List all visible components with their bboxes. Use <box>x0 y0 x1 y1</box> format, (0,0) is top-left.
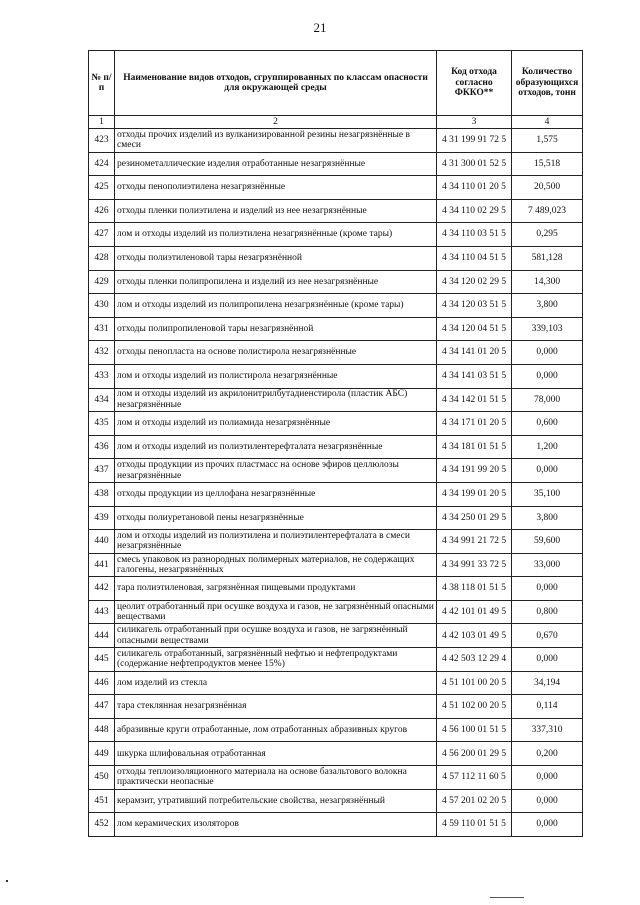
quantity: 0,600 <box>512 412 583 436</box>
row-number: 429 <box>89 270 115 294</box>
table-row <box>89 270 583 294</box>
quantity: 7 489,023 <box>512 199 583 223</box>
row-number: 437 <box>89 459 115 483</box>
fkko-code: 4 34 110 02 29 5 <box>437 199 512 223</box>
quantity: 35,100 <box>512 482 583 506</box>
waste-name: лом изделий из стекла <box>115 671 437 695</box>
fkko-code: 4 57 201 02 20 5 <box>437 789 512 813</box>
row-number: 451 <box>89 789 115 813</box>
row-number: 431 <box>89 317 115 341</box>
fkko-code: 4 51 102 00 20 5 <box>437 695 512 719</box>
table-row <box>89 600 583 624</box>
table-row <box>89 388 583 412</box>
row-number: 443 <box>89 600 115 624</box>
row-number: 424 <box>89 152 115 176</box>
quantity: 0,000 <box>512 789 583 813</box>
table-row <box>89 718 583 742</box>
table-row <box>89 176 583 200</box>
waste-name: силикагель отработанный, загрязнённый нефтью и нефтепродуктами (содержание нефтепродуктов менее 15%) <box>115 648 437 672</box>
row-number: 433 <box>89 364 115 388</box>
table-row <box>89 506 583 530</box>
table-row <box>89 695 583 719</box>
waste-name: шкурка шлифовальная отработанная <box>115 742 437 766</box>
quantity: 3,800 <box>512 294 583 318</box>
waste-name: лом и отходы изделий из полиэтилена и полиэтилентерефталата в смеси незагрязнённые <box>115 530 437 554</box>
quantity: 0,000 <box>512 648 583 672</box>
page-number: 21 <box>313 20 327 35</box>
waste-name: силикагель отработанный при осушке воздуха и газов, не загрязнённый опасными веществами <box>115 624 437 648</box>
table-row <box>89 435 583 459</box>
waste-name: отходы пленки полиэтилена и изделий из нее незагрязнённые <box>115 199 437 223</box>
footer-line <box>490 897 524 898</box>
fkko-code: 4 34 120 02 29 5 <box>437 270 512 294</box>
quantity: 20,500 <box>512 176 583 200</box>
fkko-code: 4 57 112 11 60 5 <box>437 766 512 790</box>
waste-name: отходы пенопласта на основе полистирола незагрязнённые <box>115 341 437 365</box>
fkko-code: 4 34 181 01 51 5 <box>437 435 512 459</box>
row-number: 438 <box>89 482 115 506</box>
table-row <box>89 341 583 365</box>
table-row <box>89 294 583 318</box>
fkko-code: 4 56 200 01 29 5 <box>437 742 512 766</box>
row-number: 434 <box>89 388 115 412</box>
quantity: 0,000 <box>512 813 583 837</box>
table-row <box>89 223 583 247</box>
quantity: 1,200 <box>512 435 583 459</box>
fkko-code: 4 56 100 01 51 5 <box>437 718 512 742</box>
quantity: 337,310 <box>512 718 583 742</box>
waste-name: лом и отходы изделий из полиэтилентерефталата незагрязнённые <box>115 435 437 459</box>
fkko-code: 4 51 101 00 20 5 <box>437 671 512 695</box>
table-row <box>89 813 583 837</box>
waste-name: лом и отходы изделий из полиэтилена незагрязнённые (кроме тары) <box>115 223 437 247</box>
quantity: 339,103 <box>512 317 583 341</box>
table-row <box>89 577 583 601</box>
table-header-row <box>89 51 583 116</box>
fkko-code: 4 34 991 33 72 5 <box>437 553 512 577</box>
row-number: 444 <box>89 624 115 648</box>
table-row <box>89 412 583 436</box>
column-number: 3 <box>437 116 512 129</box>
waste-name: лом керамических изоляторов <box>115 813 437 837</box>
waste-name: отходы полиуретановой пены незагрязнённые <box>115 506 437 530</box>
fkko-code: 4 42 503 12 29 4 <box>437 648 512 672</box>
row-number: 428 <box>89 246 115 270</box>
quantity: 0,200 <box>512 742 583 766</box>
waste-name: отходы полиэтиленовой тары незагрязнённой <box>115 246 437 270</box>
column-number: 1 <box>89 116 115 129</box>
table-row <box>89 671 583 695</box>
quantity: 34,194 <box>512 671 583 695</box>
header-number: № п/п <box>89 51 115 116</box>
waste-name: абразивные круги отработанные, лом отработанных абразивных кругов <box>115 718 437 742</box>
table-row <box>89 624 583 648</box>
row-number: 426 <box>89 199 115 223</box>
quantity: 3,800 <box>512 506 583 530</box>
row-number: 449 <box>89 742 115 766</box>
fkko-code: 4 34 110 01 20 5 <box>437 176 512 200</box>
quantity: 0,000 <box>512 341 583 365</box>
column-number-row <box>89 116 583 129</box>
table-row <box>89 199 583 223</box>
fkko-code: 4 34 141 03 51 5 <box>437 364 512 388</box>
waste-name: отходы продукции из прочих пластмасс на основе эфиров целлюлозы незагрязнённые <box>115 459 437 483</box>
table-row <box>89 766 583 790</box>
fkko-code: 4 34 120 03 51 5 <box>437 294 512 318</box>
quantity: 78,000 <box>512 388 583 412</box>
header-quantity: Количество образующихся отходов, тонн <box>512 51 583 116</box>
table-row <box>89 482 583 506</box>
row-number: 423 <box>89 129 115 153</box>
waste-name: резинометаллические изделия отработанные незагрязнённые <box>115 152 437 176</box>
quantity: 1,575 <box>512 129 583 153</box>
fkko-code: 4 34 120 04 51 5 <box>437 317 512 341</box>
quantity: 0,000 <box>512 766 583 790</box>
row-number: 430 <box>89 294 115 318</box>
waste-name: отходы полипропиленовой тары незагрязнённой <box>115 317 437 341</box>
row-number: 452 <box>89 813 115 837</box>
waste-name: лом и отходы изделий из акрилонитрилбутадиенстирола (пластик АБС) незагрязнённые <box>115 388 437 412</box>
waste-name: смесь упаковок из разнородных полимерных материалов, не содержащих галогены, незагрязнённых <box>115 553 437 577</box>
waste-name: лом и отходы изделий из полистирола незагрязнённые <box>115 364 437 388</box>
fkko-code: 4 31 199 91 72 5 <box>437 129 512 153</box>
row-number: 441 <box>89 553 115 577</box>
scan-mark <box>6 880 8 882</box>
waste-table <box>88 50 583 837</box>
quantity: 0,000 <box>512 577 583 601</box>
row-number: 448 <box>89 718 115 742</box>
fkko-code: 4 34 191 99 20 5 <box>437 459 512 483</box>
quantity: 0,114 <box>512 695 583 719</box>
waste-name: отходы продукции из целлофана незагрязнённые <box>115 482 437 506</box>
fkko-code: 4 34 110 03 51 5 <box>437 223 512 247</box>
column-number: 4 <box>512 116 583 129</box>
table-row <box>89 152 583 176</box>
table-row <box>89 648 583 672</box>
row-number: 442 <box>89 577 115 601</box>
fkko-code: 4 34 250 01 29 5 <box>437 506 512 530</box>
quantity: 0,000 <box>512 459 583 483</box>
waste-name: керамзит, утративший потребительские свойства, незагрязнённый <box>115 789 437 813</box>
waste-name: тара стеклянная незагрязнённая <box>115 695 437 719</box>
quantity: 59,600 <box>512 530 583 554</box>
fkko-code: 4 31 300 01 52 5 <box>437 152 512 176</box>
waste-name: лом и отходы изделий из полипропилена незагрязнённые (кроме тары) <box>115 294 437 318</box>
fkko-code: 4 34 110 04 51 5 <box>437 246 512 270</box>
fkko-code: 4 34 991 21 72 5 <box>437 530 512 554</box>
waste-name: лом и отходы изделий из полиамида незагрязнённые <box>115 412 437 436</box>
waste-name: отходы пленки полипропилена и изделий из нее незагрязнённые <box>115 270 437 294</box>
table-row <box>89 246 583 270</box>
table-row <box>89 459 583 483</box>
fkko-code: 4 34 142 01 51 5 <box>437 388 512 412</box>
table-row <box>89 742 583 766</box>
fkko-code: 4 42 101 01 49 5 <box>437 600 512 624</box>
quantity: 0,800 <box>512 600 583 624</box>
fkko-code: 4 34 171 01 20 5 <box>437 412 512 436</box>
waste-name: цеолит отработанный при осушке воздуха и газов, не загрязнённый опасными веществами <box>115 600 437 624</box>
row-number: 427 <box>89 223 115 247</box>
column-number: 2 <box>115 116 437 129</box>
row-number: 445 <box>89 648 115 672</box>
fkko-code: 4 38 118 01 51 5 <box>437 577 512 601</box>
fkko-code: 4 34 141 01 20 5 <box>437 341 512 365</box>
fkko-code: 4 42 103 01 49 5 <box>437 624 512 648</box>
fkko-code: 4 59 110 01 51 5 <box>437 813 512 837</box>
row-number: 436 <box>89 435 115 459</box>
row-number: 435 <box>89 412 115 436</box>
quantity: 33,000 <box>512 553 583 577</box>
table-row <box>89 129 583 153</box>
table-body <box>89 129 583 837</box>
quantity: 0,670 <box>512 624 583 648</box>
waste-name: тара полиэтиленовая, загрязнённая пищевыми продуктами <box>115 577 437 601</box>
row-number: 425 <box>89 176 115 200</box>
fkko-code: 4 34 199 01 20 5 <box>437 482 512 506</box>
table-row <box>89 553 583 577</box>
quantity: 0,295 <box>512 223 583 247</box>
row-number: 446 <box>89 671 115 695</box>
waste-name: отходы прочих изделий из вулканизированной резины незагрязнённые в смеси <box>115 129 437 153</box>
table-row <box>89 789 583 813</box>
quantity: 14,300 <box>512 270 583 294</box>
quantity: 581,128 <box>512 246 583 270</box>
table-row <box>89 317 583 341</box>
table-row <box>89 530 583 554</box>
row-number: 450 <box>89 766 115 790</box>
row-number: 440 <box>89 530 115 554</box>
row-number: 432 <box>89 341 115 365</box>
row-number: 439 <box>89 506 115 530</box>
waste-name: отходы теплоизоляционного материала на основе базальтового волокна практически неопасные <box>115 766 437 790</box>
row-number: 447 <box>89 695 115 719</box>
header-waste-name: Наименование видов отходов, сгруппированных по классам опасности для окружающей среды <box>115 51 437 116</box>
table-row <box>89 364 583 388</box>
waste-name: отходы пенополиэтилена незагрязнённые <box>115 176 437 200</box>
header-fkko-code: Код отхода согласно ФККО** <box>437 51 512 116</box>
quantity: 0,000 <box>512 364 583 388</box>
quantity: 15,518 <box>512 152 583 176</box>
